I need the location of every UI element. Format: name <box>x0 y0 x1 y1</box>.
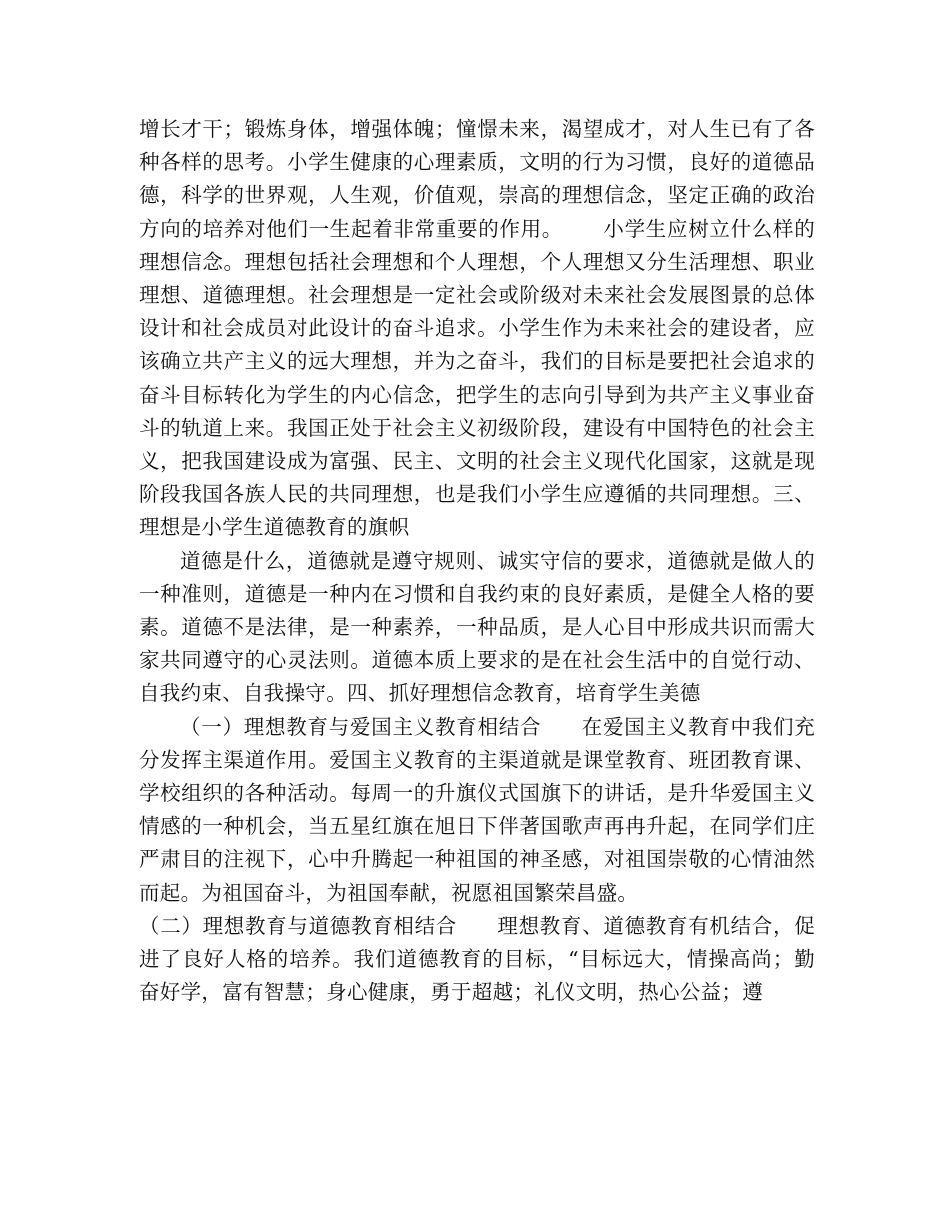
body-text <box>139 113 815 1009</box>
paragraph-4-text: 理想教育、道德教育有机结合，促进了良好人格的培养。我们道德教育的目标，“目标远大，情操高尚；勤奋好学，富有智慧；身心健康，勇于超越；礼仪文明，热心公益；遵 <box>139 913 815 1005</box>
section-heading-patriotism: （一）理想教育与爱国主义教育相结合 <box>180 714 542 739</box>
paragraph-1 <box>139 113 815 545</box>
paragraph-1-continuation: 小学生应树立什么样的理想信念。理想包括社会理想和个人理想，个人理想又分生活理想、职业理想、道德理想。社会理想是一定社会或阶级对未来社会发展图景的总体设计和社会成员对此设计的奋斗追求。小学生作为未来社会的建设者，应该确立共产主义的远大理想，并为之奋斗，我们的目标是要把社会追求的奋斗目标转化为学生的内心信念，把学生的志向引导到为共产主义事业奋斗的轨道上来。我国正处于社会主义初级阶段，建设有中国特色的社会主义，把我国建设成为富强、民主、文明的社会主义现代化国家，这就是现阶段我国各族人民的共同理想，也是我们小学生应遵循的共同理想。三、理想是小学生道德教育的旗帜 <box>139 216 815 540</box>
paragraph-2 <box>139 545 815 711</box>
paragraph-3-text: 在爱国主义教育中我们充分发挥主渠道作用。爱国主义教育的主渠道就是课堂教育、班团教育课、学校组织的各种活动。每周一的升旗仪式国旗下的讲话，是升华爱国主义情感的一种机会，当五星红旗在旭日下伴著国歌声再冉升起，在同学们庄严肃目的注视下，心中升腾起一种祖国的神圣感，对祖国崇敬的心情油然而起。为祖国奋斗，为祖国奉献，祝愿祖国繁荣昌盛。 <box>139 714 815 905</box>
paragraph-2-text: 道德是什么，道德就是遵守规则、诚实守信的要求，道德就是做人的一种准则，道德是一种内在习惯和自我约束的良好素质，是健全人格的要素。道德不是法律，是一种素养，一种品质，是人心目中形成共识而需大家共同遵守的心灵法则。道德本质上要求的是在社会生活中的自觉行动、自我约束、自我操守。四、抓好理想信念教育，培育学生美德 <box>139 548 815 706</box>
paragraph-3 <box>139 711 815 910</box>
paragraph-4 <box>139 910 815 1010</box>
paragraph-1-text: 增长才干；锻炼身体，增强体魄；憧憬未来，渴望成才，对人生已有了各种各样的思考。小学生健康的心理素质，文明的行为习惯，良好的道德品德，科学的世界观，人生观，价值观，崇高的理想信念，坚定正确的政治方向的培养对他们一生起着非常重要的作用。 <box>139 117 815 241</box>
section-heading-morality: （二）理想教育与道德教育相结合 <box>139 913 457 938</box>
